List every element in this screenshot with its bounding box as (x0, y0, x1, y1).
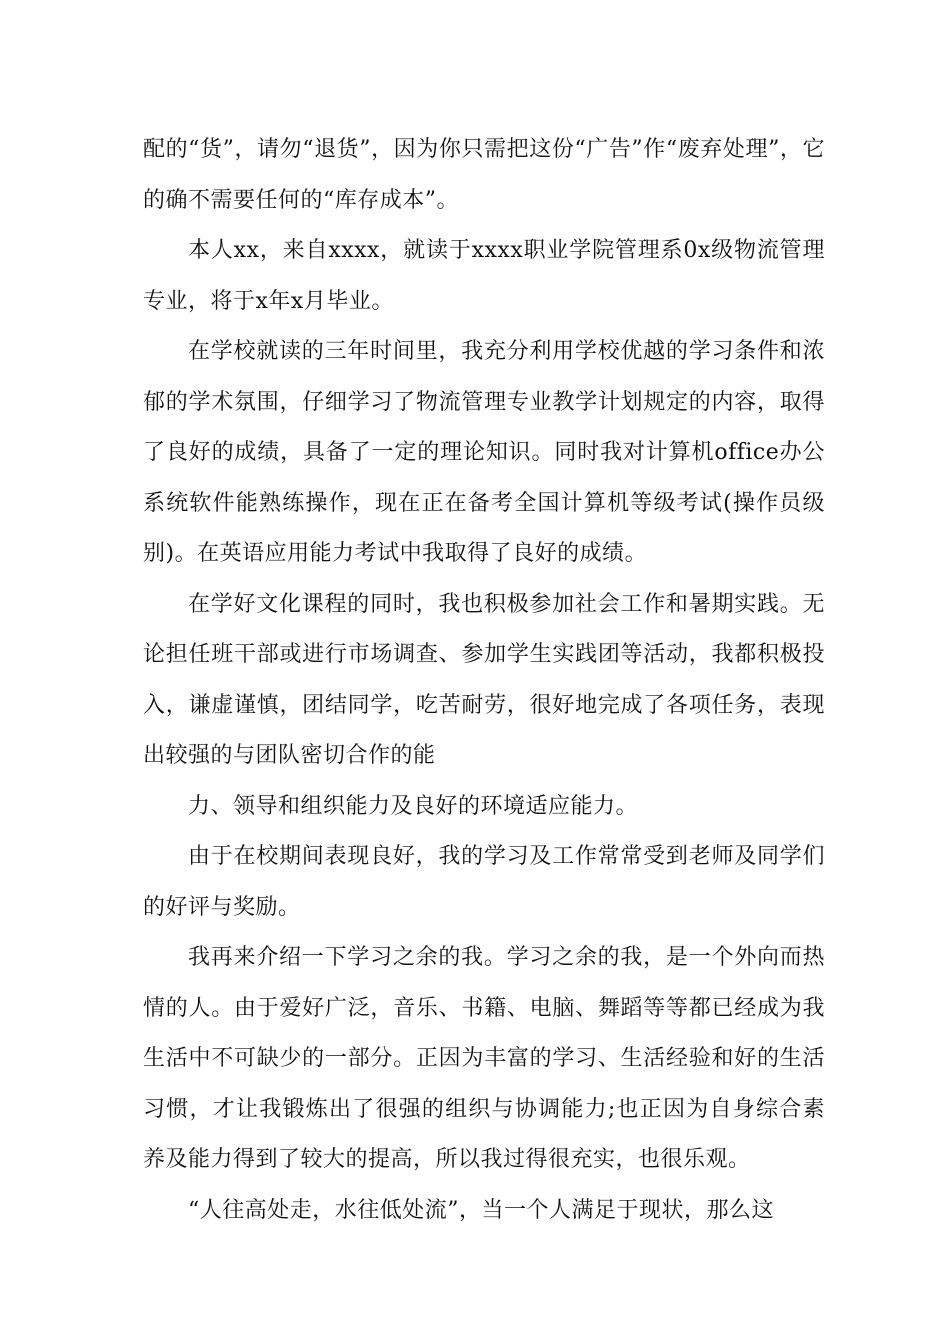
paragraph-8: “人往高处走，水往低处流”，当一个人满足于现状，那么这 (188, 1197, 774, 1223)
document-body (143, 125, 825, 1236)
paragraph-2: 本人xx，来自xxxx，就读于xxxx职业学院管理系0x级物流管理专业，将于x年x月毕业。 (143, 238, 825, 314)
paragraph-3: 在学校就读的三年时间里，我充分利用学校优越的学习条件和浓郁的学术氛围，仔细学习了物流管理专业教学计划规定的内容，取得了良好的成绩，具备了一定的理论知识。同时我对计算机office办公系统软件能熟练操作，现在正在备考全国计算机等级考试(操作员级别)。在英语应用能力考试中我取得了良好的成绩。 (143, 339, 825, 566)
paragraph-7: 我再来介绍一下学习之余的我。学习之余的我，是一个外向而热情的人。由于爱好广泛，音乐、书籍、电脑、舞蹈等等都已经成为我生活中不可缺少的一部分。正因为丰富的学习、生活经验和好的生活习惯，才让我锻炼出了很强的组织与协调能力;也正因为自身综合素养及能力得到了较大的提高，所以我过得很充实，也很乐观。 (143, 945, 825, 1172)
paragraph-5: 力、领导和组织能力及良好的环境适应能力。 (188, 793, 639, 819)
paragraph-6: 由于在校期间表现良好，我的学习及工作常常受到老师及同学们的好评与奖励。 (143, 844, 825, 920)
paragraph-4: 在学好文化课程的同时，我也积极参加社会工作和暑期实践。无论担任班干部或进行市场调查、参加学生实践团等活动，我都积极投入，谦虚谨慎，团结同学，吃苦耐劳，很好地完成了各项任务，表现出较强的与团队密切合作的能 (143, 591, 825, 768)
paragraph-1: 配的“货”，请勿“退货”，因为你只需把这份“广告”作“废弃处理”，它的确不需要任何的“库存成本”。 (143, 137, 825, 213)
